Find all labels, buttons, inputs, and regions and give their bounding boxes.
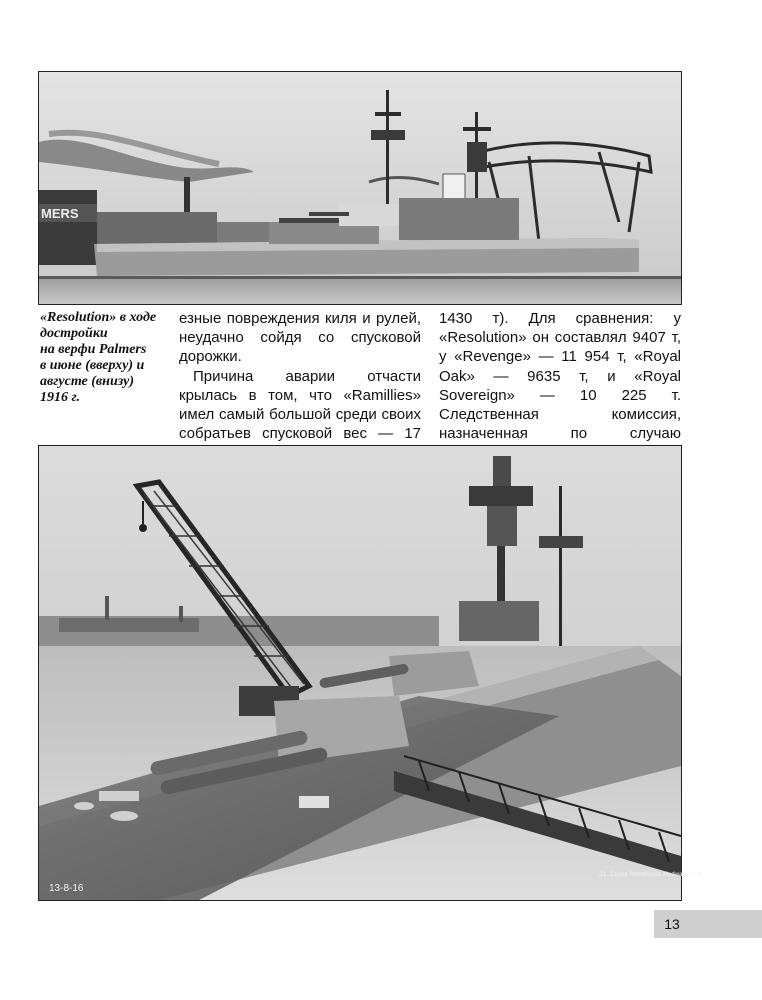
photo-ship-at-palmers-june [38,71,682,305]
page-number: 13 [664,916,680,932]
caption-line: 1916 г. [40,390,80,405]
page-number-band [654,910,762,938]
caption-ship-name: «Resolution» [40,310,117,325]
caption-line: в ходе достройки [40,310,157,341]
photo-ship-at-palmers-august [38,445,703,901]
text-column-2 [179,309,421,463]
sign-text: MERS [41,206,79,221]
photo-bottom-image [39,446,703,900]
photo-date-mark: 13-8-16 [49,883,84,894]
paragraph: 1430 т). Для сравнения: у «Resolution» он составлял 9407 т, у «Revenge» — 11 954 т, «Royal Oak» — 9635 т, и «Royal Sovereign» — 10 225 т. Следственная комиссия, назначенная по случаю [439,310,681,443]
paragraph: езные повреждения киля и рулей, неудачно сойдя со спусковой дорожки. [179,310,421,366]
caption-line: в июне (вверху) и [40,358,145,373]
photo-stamp: J.L. Cooke Stonehouse Medway Press [599,872,703,878]
paragraph: Причина аварии отчасти крылась в том, что «Ramillies» имел самый большой среди своих собратьев спусковой вес — 17 [179,367,421,443]
caption-line: августе (внизу) [40,374,134,389]
photo-top-image [39,72,681,304]
photo-caption [40,310,172,406]
caption-line: на верфи Palmers [40,342,147,357]
